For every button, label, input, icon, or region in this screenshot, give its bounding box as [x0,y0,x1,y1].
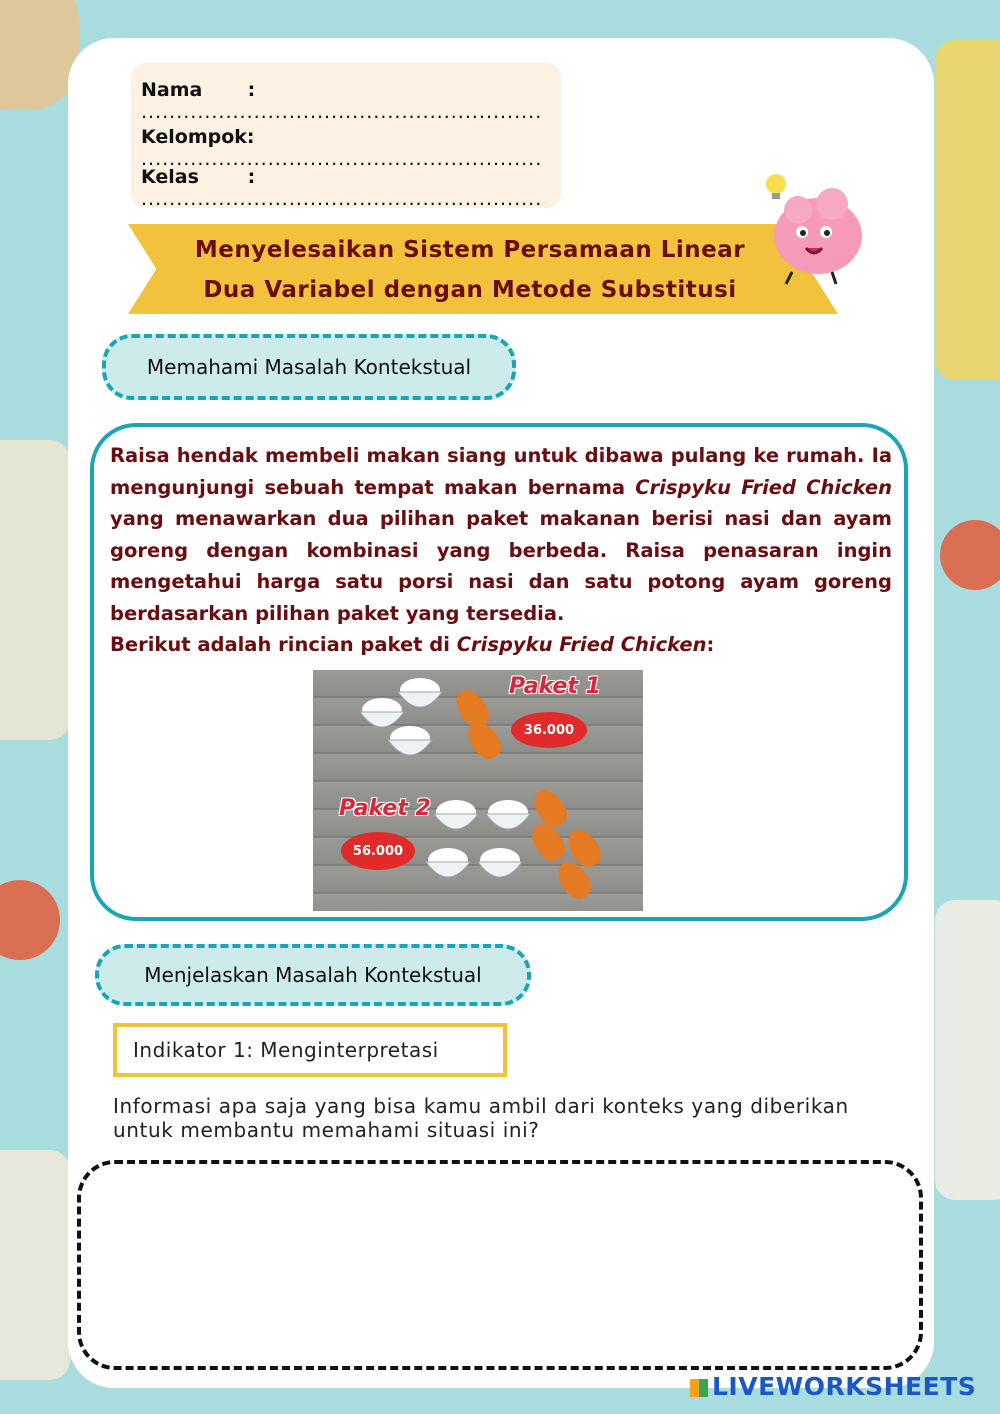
class-row [141,166,561,210]
student-info-box [131,63,561,208]
package-1-price: 36.000 [511,712,587,748]
name-separator: : [247,79,256,101]
indicator-label: Indikator 1: Menginterpretasi [113,1023,507,1077]
group-field[interactable]: ......................................................... [141,148,543,170]
title-line-1: Menyelesaikan Sistem Persamaan Linear [194,237,746,263]
fried-chicken-icon [528,784,572,832]
class-field[interactable]: ......................................................... [141,188,543,210]
rice-bowl-icon [385,724,435,762]
liveworksheets-logo[interactable] [690,1372,976,1401]
page-title [150,230,790,310]
name-field[interactable]: ......................................................... [141,101,543,123]
package-1-label: Paket 1 [509,674,601,699]
story-part-2: yang menawarkan dua pilihan paket makanan berisi nasi dan ayam goreng dengan kombinasi yang berbeda. Raisa penasaran ingin mengetahui harga satu porsi nasi dan satu potong ayam goreng berdasarkan pilihan paket yang tersedia. [110,507,892,625]
brand-text: LIVEWORKSHEETS [712,1372,977,1401]
group-label: Kelompok: [141,126,255,148]
detail-restaurant-name: Crispyku Fried Chicken [456,633,707,656]
decor-flour-bag [935,900,1000,1200]
detail-prefix: Berikut adalah rincian paket di [110,633,457,656]
decor-tomato [940,520,1000,590]
story-paragraph [110,440,892,629]
package-2-label: Paket 2 [339,796,431,821]
detail-suffix: : [706,633,715,656]
name-row [141,79,561,123]
section-heading-explain: Menjelaskan Masalah Kontekstual [95,944,531,1006]
section-heading-understand: Memahami Masalah Kontekstual [102,334,516,400]
package-illustration [313,670,643,911]
question-text: Informasi apa saja yang bisa kamu ambil dari konteks yang diberikan untuk membantu memahami situasi ini? [113,1094,849,1142]
rice-bowl-icon [483,798,533,836]
class-separator: : [247,166,256,188]
decor-tomato [0,880,60,960]
name-label: Nama [141,79,203,101]
rice-bowl-icon [431,798,481,836]
detail-line [110,629,892,661]
story-part-1: Raisa hendak membeli makan siang untuk dibawa pulang ke rumah. Ia mengunjungi sebuah tempat makan bernama [110,444,892,499]
brain-mascot-icon [752,168,872,288]
story-text [110,440,892,661]
group-row [141,126,561,170]
rice-bowl-icon [475,846,525,884]
package-2-price: 56.000 [341,832,415,870]
class-label: Kelas [141,166,199,188]
answer-box[interactable] [77,1160,923,1370]
decor-sugar-bag [0,1150,70,1380]
decor-oil-bottle [935,40,1000,380]
rice-bowl-icon [395,676,445,714]
decor-rice-sack [0,440,70,740]
title-line-2: Dua Variabel dengan Metode Substitusi [203,277,737,303]
rice-bowl-icon [423,846,473,884]
restaurant-name: Crispyku Fried Chicken [635,475,893,499]
liveworksheets-logo-icon [690,1379,708,1397]
